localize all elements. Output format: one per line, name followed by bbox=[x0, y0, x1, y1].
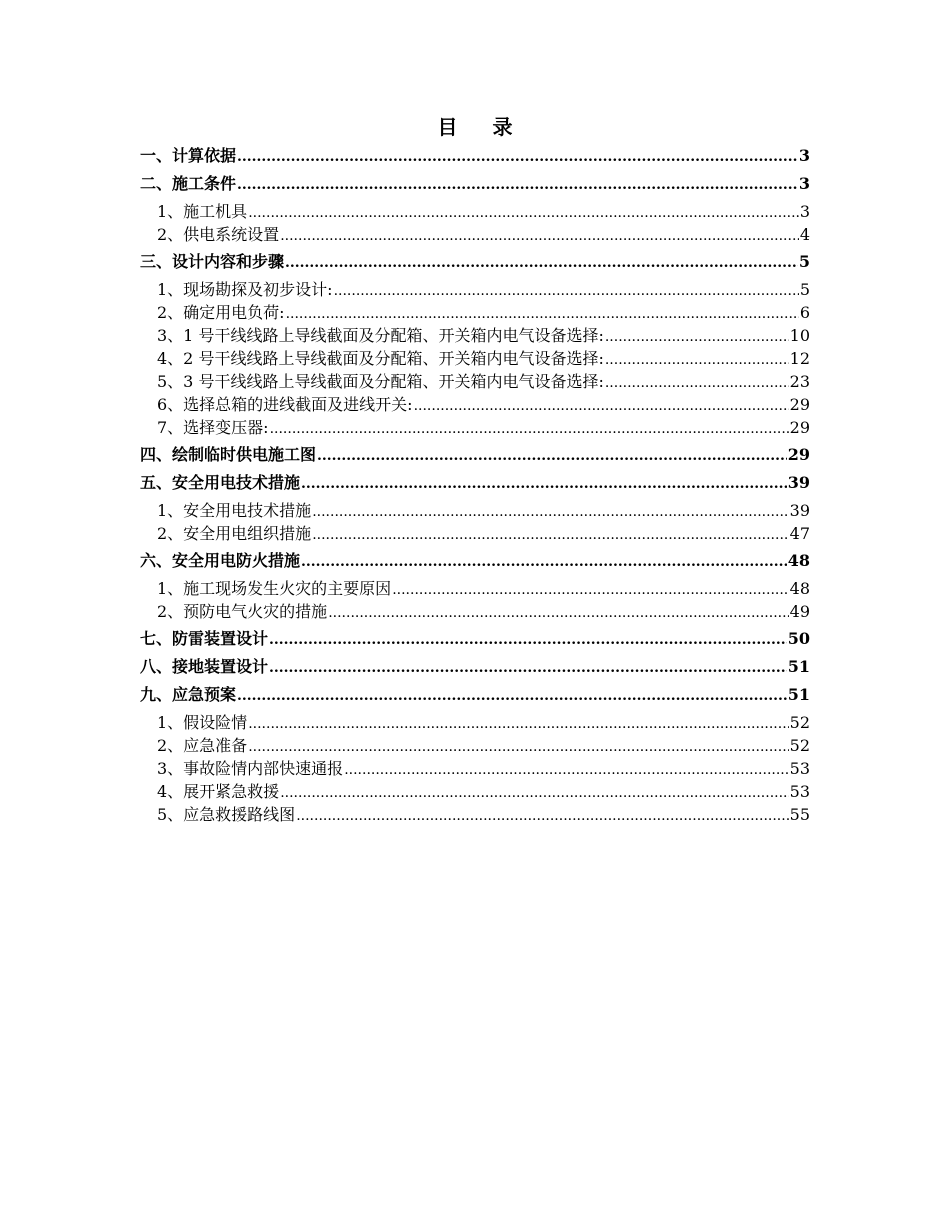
toc-entry-text: 6、选择总箱的进线截面及进线开关: bbox=[157, 395, 413, 414]
toc-page-number: 23 bbox=[789, 372, 810, 391]
toc-entry-text: 4、2 号干线线路上导线截面及分配箱、开关箱内电气设备选择: bbox=[157, 349, 604, 368]
toc-dot-leader bbox=[248, 711, 788, 734]
toc-entry-text: 六、安全用电防火措施 bbox=[140, 551, 301, 570]
toc-subsection-entry[interactable] bbox=[140, 780, 810, 803]
toc-entry-text: 2、应急准备 bbox=[157, 736, 248, 755]
toc-subsection-entry[interactable] bbox=[140, 522, 810, 545]
toc-entry-text: 1、安全用电技术措施 bbox=[157, 501, 312, 520]
toc-page-number: 53 bbox=[789, 759, 810, 778]
toc-dot-leader bbox=[301, 549, 787, 572]
toc-subsection-entry[interactable] bbox=[140, 499, 810, 522]
toc-dot-leader bbox=[248, 200, 799, 223]
toc-dot-leader bbox=[280, 780, 788, 803]
toc-page-number: 52 bbox=[789, 713, 810, 732]
toc-section-entry[interactable] bbox=[140, 471, 810, 494]
toc-page-number: 48 bbox=[787, 551, 810, 570]
toc-dot-leader bbox=[280, 223, 799, 246]
toc-page-number: 48 bbox=[789, 579, 810, 598]
toc-dot-leader bbox=[269, 627, 787, 650]
toc-dot-leader bbox=[317, 443, 787, 466]
toc-subsection-entry[interactable] bbox=[140, 200, 810, 223]
toc-page-number: 47 bbox=[789, 524, 810, 543]
toc-page-number: 39 bbox=[787, 473, 810, 492]
toc-title: 目 录 bbox=[437, 115, 527, 139]
toc-section-entry[interactable] bbox=[140, 144, 810, 167]
toc-dot-leader bbox=[269, 655, 787, 678]
toc-entry-text: 2、预防电气火灾的措施 bbox=[157, 602, 328, 621]
toc-section-entry[interactable] bbox=[140, 683, 810, 706]
toc-entry-text: 1、施工机具 bbox=[157, 202, 248, 221]
toc-page-number: 4 bbox=[799, 225, 810, 244]
toc-page-number: 3 bbox=[798, 146, 810, 165]
toc-page-number: 5 bbox=[798, 252, 810, 271]
toc-entry-text: 七、防雷装置设计 bbox=[140, 629, 269, 648]
toc-subsection-entry[interactable] bbox=[140, 711, 810, 734]
toc-dot-leader bbox=[414, 393, 789, 416]
toc-entry-text: 3、事故险情内部快速通报 bbox=[157, 759, 344, 778]
toc-section-entry[interactable] bbox=[140, 172, 810, 195]
toc-page-number: 39 bbox=[789, 501, 810, 520]
toc-dot-leader bbox=[334, 278, 799, 301]
toc-dot-leader bbox=[312, 522, 788, 545]
toc-page-number: 53 bbox=[789, 782, 810, 801]
toc-entry-text: 7、选择变压器: bbox=[157, 418, 269, 437]
toc-dot-leader bbox=[237, 172, 798, 195]
toc-entry-text: 四、绘制临时供电施工图 bbox=[140, 445, 317, 464]
toc-section-entry[interactable] bbox=[140, 443, 810, 466]
toc-subsection-entry[interactable] bbox=[140, 278, 810, 301]
toc-entry-text: 五、安全用电技术措施 bbox=[140, 473, 301, 492]
document-page bbox=[140, 112, 810, 826]
toc-entry-text: 一、计算依据 bbox=[140, 146, 237, 165]
toc-page-number: 10 bbox=[789, 326, 810, 345]
toc-page-number: 12 bbox=[789, 349, 810, 368]
toc-subsection-entry[interactable] bbox=[140, 347, 810, 370]
toc-page-number: 49 bbox=[789, 602, 810, 621]
toc-dot-leader bbox=[296, 803, 788, 826]
toc-entry-text: 5、3 号干线线路上导线截面及分配箱、开关箱内电气设备选择: bbox=[157, 372, 604, 391]
toc-entry-text: 1、施工现场发生火灾的主要原因 bbox=[157, 579, 392, 598]
toc-dot-leader bbox=[328, 600, 788, 623]
toc-entry-text: 2、供电系统设置 bbox=[157, 225, 280, 244]
toc-dot-leader bbox=[312, 499, 788, 522]
toc-subsection-entry[interactable] bbox=[140, 416, 810, 439]
toc-dot-leader bbox=[392, 577, 788, 600]
toc-entry-text: 4、展开紧急救援 bbox=[157, 782, 280, 801]
toc-section-entry[interactable] bbox=[140, 655, 810, 678]
toc-entry-text: 2、安全用电组织措施 bbox=[157, 524, 312, 543]
toc-dot-leader bbox=[605, 347, 789, 370]
toc-section-entry[interactable] bbox=[140, 549, 810, 572]
toc-dot-leader bbox=[605, 324, 789, 347]
toc-dot-leader bbox=[605, 370, 789, 393]
toc-subsection-entry[interactable] bbox=[140, 223, 810, 246]
toc-dot-leader bbox=[270, 416, 789, 439]
toc-dot-leader bbox=[344, 757, 788, 780]
toc-section-entry[interactable] bbox=[140, 250, 810, 273]
toc-dot-leader bbox=[237, 144, 798, 167]
toc-entry-text: 八、接地装置设计 bbox=[140, 657, 269, 676]
toc-subsection-entry[interactable] bbox=[140, 734, 810, 757]
toc-entry-text: 三、设计内容和步骤 bbox=[140, 252, 285, 271]
toc-page-number: 3 bbox=[799, 202, 810, 221]
toc-entry-text: 二、施工条件 bbox=[140, 174, 237, 193]
toc-subsection-entry[interactable] bbox=[140, 370, 810, 393]
toc-subsection-entry[interactable] bbox=[140, 301, 810, 324]
toc-dot-leader bbox=[286, 301, 799, 324]
toc-entry-text: 九、应急预案 bbox=[140, 685, 237, 704]
toc-entry-text: 5、应急救援路线图 bbox=[157, 805, 296, 824]
toc-subsection-entry[interactable] bbox=[140, 757, 810, 780]
toc-dot-leader bbox=[248, 734, 788, 757]
toc-entry-text: 2、确定用电负荷: bbox=[157, 303, 285, 322]
toc-dot-leader bbox=[301, 471, 787, 494]
toc-entry-text: 3、1 号干线线路上导线截面及分配箱、开关箱内电气设备选择: bbox=[157, 326, 604, 345]
toc-page-number: 55 bbox=[789, 805, 810, 824]
toc-subsection-entry[interactable] bbox=[140, 393, 810, 416]
toc-subsection-entry[interactable] bbox=[140, 577, 810, 600]
toc-subsection-entry[interactable] bbox=[140, 803, 810, 826]
toc-page-number: 50 bbox=[787, 629, 810, 648]
toc-dot-leader bbox=[237, 683, 787, 706]
toc-entry-text: 1、假设险情 bbox=[157, 713, 248, 732]
toc-subsection-entry[interactable] bbox=[140, 600, 810, 623]
toc-page-number: 3 bbox=[798, 174, 810, 193]
toc-page-number: 52 bbox=[789, 736, 810, 755]
toc-dot-leader bbox=[285, 250, 798, 273]
toc-page-number: 29 bbox=[787, 445, 810, 464]
toc-page-number: 29 bbox=[789, 395, 810, 414]
toc-section-entry[interactable] bbox=[140, 627, 810, 650]
toc-subsection-entry[interactable] bbox=[140, 324, 810, 347]
toc-page-number: 51 bbox=[787, 685, 810, 704]
toc-list bbox=[140, 144, 810, 826]
toc-entry-text: 1、现场勘探及初步设计: bbox=[157, 280, 333, 299]
toc-page-number: 5 bbox=[799, 280, 810, 299]
toc-page-number: 6 bbox=[799, 303, 810, 322]
toc-page-number: 29 bbox=[789, 418, 810, 437]
toc-page-number: 51 bbox=[787, 657, 810, 676]
